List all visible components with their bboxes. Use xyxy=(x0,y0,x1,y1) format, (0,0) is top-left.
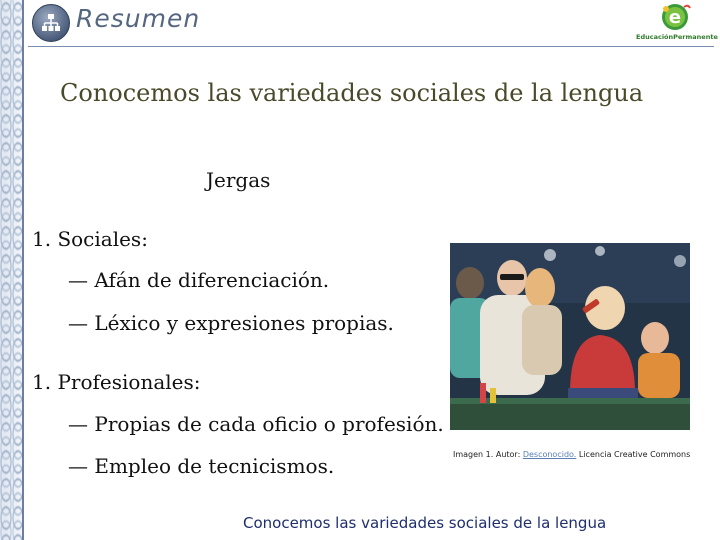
educacion-permanente-logo xyxy=(636,2,718,44)
author-link[interactable]: Desconocido. xyxy=(522,450,577,459)
svg-text:e: e xyxy=(668,7,682,28)
bullet-item: — Propias de cada oficio o profesión. xyxy=(68,412,444,436)
footer-title: Conocemos las variedades sociales de la lengua xyxy=(243,514,607,532)
bullet-item: — Léxico y expresiones propias. xyxy=(68,311,394,335)
bullet-item: — Empleo de tecnicismos. xyxy=(68,454,335,478)
header-title: Resumen xyxy=(76,4,201,33)
sitemap-icon[interactable] xyxy=(32,4,70,42)
slide-title: Conocemos las variedades sociales de la lengua xyxy=(60,79,644,107)
slide-subtitle: Jergas xyxy=(206,168,271,192)
header-bar xyxy=(28,2,718,47)
caption-suffix: Licencia Creative Commons xyxy=(576,450,691,459)
caption-prefix: Imagen 1. Autor: xyxy=(453,450,523,459)
logo-text: EducaciónPermanente xyxy=(636,33,718,41)
illustration-image xyxy=(450,243,690,430)
left-decorative-strip xyxy=(0,0,24,540)
bullet-item: — Afán de diferenciación. xyxy=(68,268,330,292)
section-heading-profesionales: 1. Profesionales: xyxy=(32,370,201,394)
image-caption xyxy=(453,450,690,459)
section-heading-sociales: 1. Sociales: xyxy=(32,227,148,251)
